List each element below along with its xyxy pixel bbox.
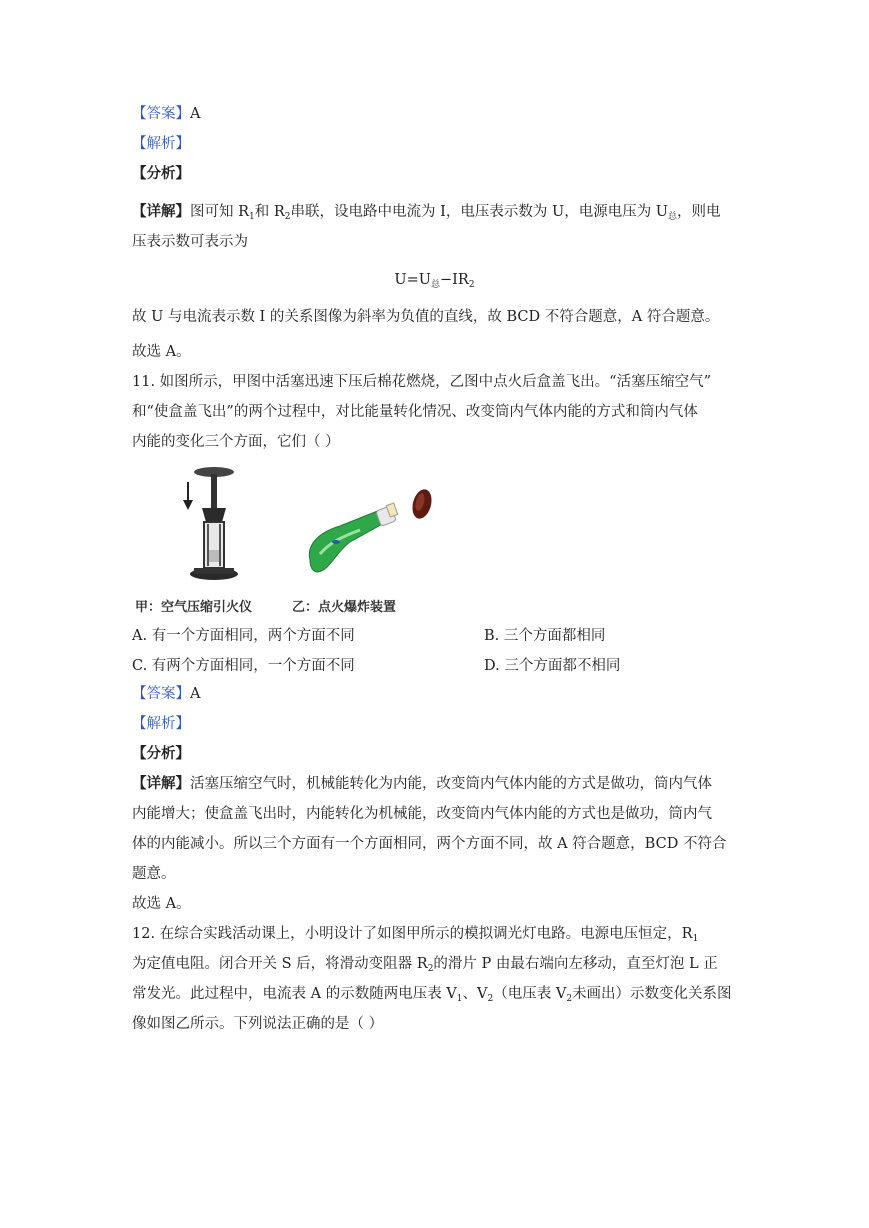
figure-b-caption: 乙：点火爆炸装置: [292, 600, 397, 615]
q11-option-c: C. 有两个方面相同，一个方面不同: [132, 658, 355, 674]
answer-tag: 【答案】: [132, 106, 190, 122]
q11-detail-line3: 体的内能减小。所以三个方面有一个方面相同，两个方面不同，故 A 符合题意，BCD 不符合: [132, 836, 727, 852]
q10-conclusion: 故 U 与电流表示数 I 的关系图像为斜率为负值的直线，故 BCD 不符合题意，A 符合题意。: [132, 309, 720, 325]
q11-option-b: B. 三个方面都相同: [484, 628, 606, 644]
q12-stem-line4: 像如图乙所示。下列说法正确的是（ ）: [132, 1016, 384, 1032]
detail-tag: 【详解】: [132, 775, 190, 792]
figure-a-caption: 甲：空气压缩引火仪: [135, 600, 253, 615]
q10-detail-line2: 压表示数可表示为: [132, 234, 248, 250]
q11-detail-line2: 内能增大；使盒盖飞出时，内能转化为机械能，改变筒内气体内能的方式也是做功，筒内气: [132, 806, 712, 822]
answer-value: A: [190, 686, 201, 702]
q11-fenxi-tag: 【分析】: [132, 745, 190, 762]
q11-detail-line1: 【详解】活塞压缩空气时，机械能转化为内能，改变筒内气体内能的方式是做功，筒内气体: [132, 775, 712, 792]
q10-detail-line1: 【详解】图可知 $R_1$和 $R_2$串联，设电路中电流为 I，电压表示数为 U，电源电压为 $U_总$，则电: [132, 203, 721, 222]
q11-answer-line: [132, 684, 200, 704]
q10-choose: 故选 A。: [132, 344, 191, 360]
q11-stem-line2: 和“使盒盖飞出”的两个过程中，对比能量转化情况、改变筒内气体内能的方式和筒内气体: [132, 404, 698, 420]
q11-option-d: D. 三个方面都不相同: [484, 658, 621, 674]
q12-stem-line3: 常发光。此过程中，电流表 A 的示数随两电压表 $V_1$、$V_2$（电压表 $V_2$未画出）示数变化关系图: [132, 986, 732, 1004]
q10-fenxi-tag: 【分析】: [132, 165, 190, 182]
q11-stem-line3: 内能的变化三个方面，它们（ ）: [132, 434, 340, 450]
q11-option-a: A. 有一个方面相同，两个方面不同: [132, 628, 355, 644]
q10-analysis-tag: 【解析】: [132, 136, 190, 152]
q11-choose: 故选 A。: [132, 896, 191, 912]
q12-stem-line1: 12. 在综合实践活动课上，小明设计了如图甲所示的模拟调光灯电路。电源电压恒定，$R_1$: [132, 926, 699, 944]
ignition-explosion-device-image: [300, 482, 440, 578]
q11-stem-line1: 11. 如图所示，甲图中活塞迅速下压后棉花燃烧，乙图中点火后盒盖飞出。“活塞压缩空气”: [132, 374, 711, 390]
answer-tag: 【答案】: [132, 686, 190, 702]
q11-analysis-tag: 【解析】: [132, 716, 190, 732]
q10-formula: $U=U_总-IR_2$: [394, 272, 475, 290]
q12-stem-line2: 为定值电阻。闭合开关 S 后，将滑动变阻器 $R_2$的滑片 P 由最右端向左移动，直至灯泡 L 正: [132, 956, 718, 974]
q10-answer-line: [132, 104, 200, 124]
q11-detail-line4: 题意。: [132, 866, 176, 882]
air-compression-igniter-image: [172, 462, 252, 586]
answer-value: A: [190, 106, 201, 122]
detail-tag: 【详解】: [132, 203, 190, 220]
